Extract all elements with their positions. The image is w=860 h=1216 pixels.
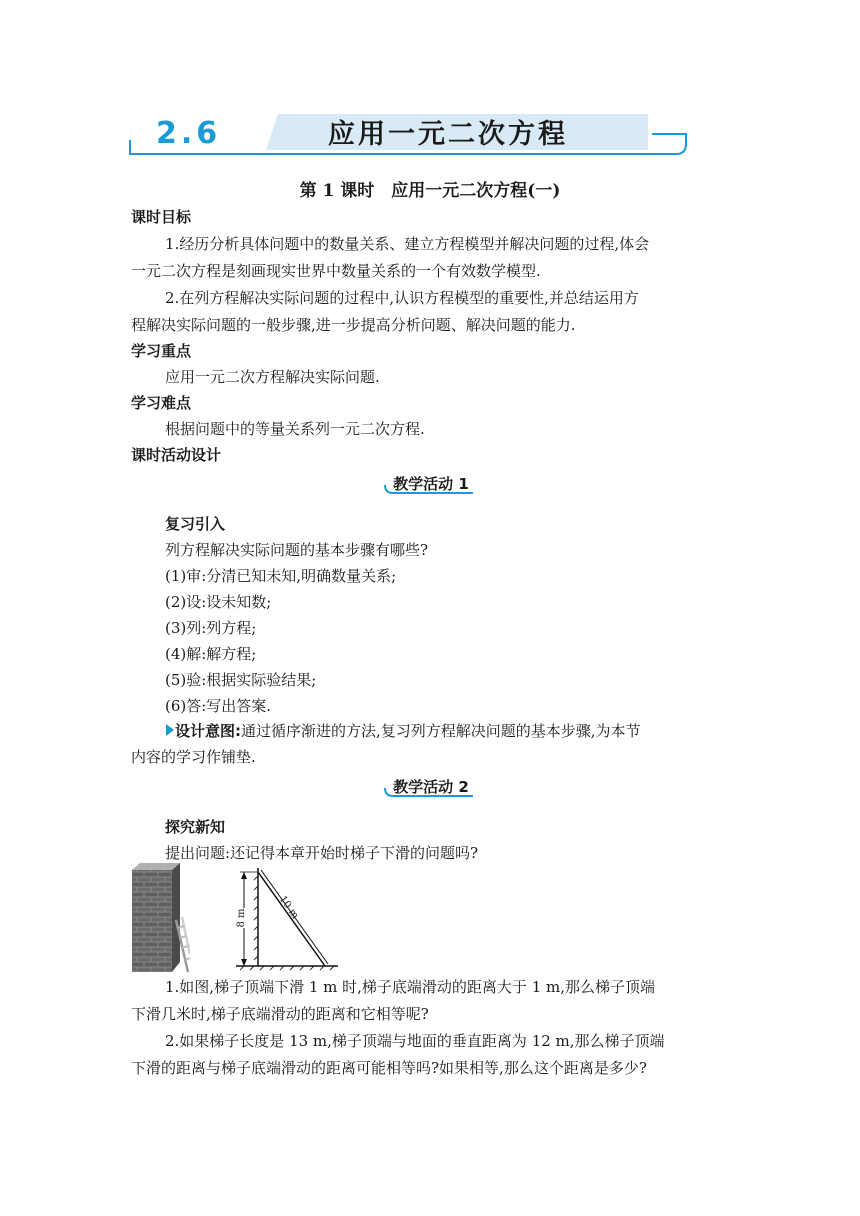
objective-1-line-2: 一元二次方程是刻画现实世界中数量关系的一个有效数学模型. bbox=[131, 262, 541, 280]
step-item: (6)答:写出答案. bbox=[165, 697, 272, 715]
question-1-line-1: 1.如图,梯子顶端下滑 1 m 时,梯子底端滑动的距离大于 1 m,那么梯子顶端 bbox=[165, 978, 655, 996]
key-point-text: 应用一元二次方程解决实际问题. bbox=[165, 368, 380, 386]
activity-1-question: 列方程解决实际问题的基本步骤有哪些? bbox=[165, 541, 429, 559]
step-item: (2)设:设未知数; bbox=[165, 593, 272, 611]
activity-2-subheading: 探究新知 bbox=[165, 818, 226, 836]
ladder-triangle-diagram bbox=[230, 866, 342, 972]
step-item: (5)验:根据实际验结果; bbox=[165, 671, 317, 689]
objective-1-line-1: 1.经历分析具体问题中的数量关系、建立方程模型并解决问题的过程,体会 bbox=[165, 235, 650, 253]
objective-2-line-1: 2.在列方程解决实际问题的过程中,认识方程模型的重要性,并总结运用方 bbox=[165, 289, 639, 307]
activity-design-heading: 课时活动设计 bbox=[131, 446, 222, 464]
objectives-heading: 课时目标 bbox=[131, 208, 192, 226]
question-1-line-2: 下滑几米时,梯子底端滑动的距离和它相等呢? bbox=[131, 1005, 429, 1023]
step-item: (3)列:列方程; bbox=[165, 619, 257, 637]
objective-2-line-2: 程解决实际问题的一般步骤,进一步提高分析问题、解决问题的能力. bbox=[131, 316, 576, 334]
section-title: 应用一元二次方程 bbox=[328, 119, 568, 150]
design-intent-line-1 bbox=[165, 720, 641, 741]
step-item: (1)审:分清已知未知,明确数量关系; bbox=[165, 567, 397, 585]
question-2-line-2: 下滑的距离与梯子底端滑动的距离可能相等吗?如果相等,那么这个距离是多少? bbox=[131, 1059, 647, 1077]
height-label: 8 m bbox=[236, 908, 250, 928]
difficulty-heading: 学习难点 bbox=[131, 394, 192, 412]
triangle-marker-icon bbox=[165, 723, 175, 737]
ladder-length-label: 10 m bbox=[276, 893, 301, 922]
difficulty-text: 根据问题中的等量关系列一元二次方程. bbox=[165, 420, 425, 438]
section-header bbox=[128, 110, 690, 166]
design-intent-text: 通过循序渐进的方法,复习列方程解决问题的基本步骤,为本节 bbox=[241, 722, 641, 740]
design-intent-label: 设计意图: bbox=[175, 722, 241, 740]
step-item: (4)解:解方程; bbox=[165, 645, 257, 663]
section-number: 2.6 bbox=[156, 116, 222, 151]
activity-2-label: 教学活动 2 bbox=[393, 778, 469, 796]
brick-wall-ladder-illustration bbox=[130, 862, 190, 974]
key-point-heading: 学习重点 bbox=[131, 342, 192, 360]
activity-1-badge bbox=[383, 471, 479, 497]
activity-2-prompt: 提出问题:还记得本章开始时梯子下滑的问题吗? bbox=[165, 844, 479, 862]
design-intent-line-2: 内容的学习作铺垫. bbox=[131, 748, 256, 766]
lesson-title: 第 1 课时 应用一元二次方程(一) bbox=[299, 181, 561, 201]
activity-2-badge bbox=[383, 774, 479, 800]
activity-1-label: 教学活动 1 bbox=[393, 475, 469, 493]
question-2-line-1: 2.如果梯子长度是 13 m,梯子顶端与地面的垂直距离为 12 m,那么梯子顶端 bbox=[165, 1032, 665, 1050]
activity-1-subheading: 复习引入 bbox=[165, 515, 226, 533]
